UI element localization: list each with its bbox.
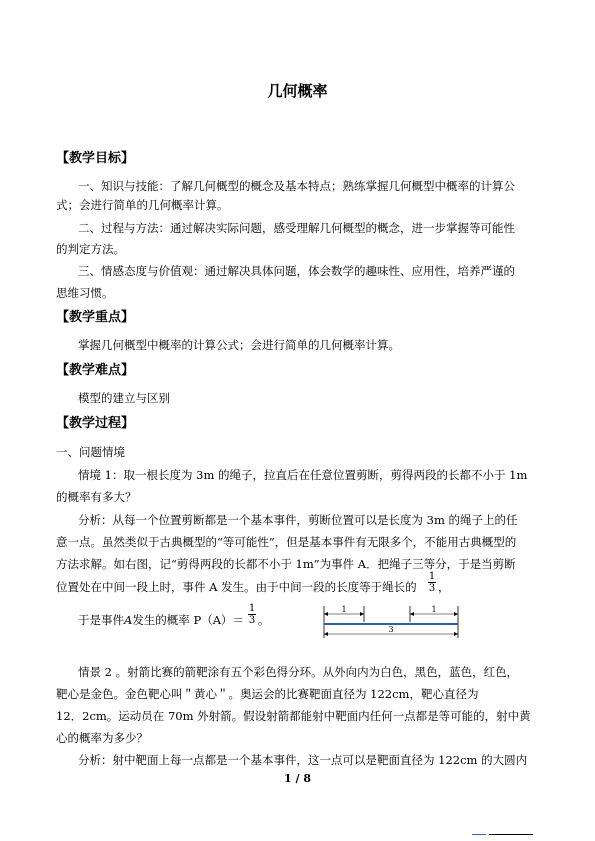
arrow-head xyxy=(454,612,458,616)
arrow-head xyxy=(454,632,458,636)
paragraph-line: 方法求解。如右图，记“剪得两段的长都不小于 1m”为事件 A．把绳子三等分，于是当剪断 xyxy=(56,557,516,571)
segment-label: 1 xyxy=(431,605,437,614)
event-symbol: A xyxy=(124,613,133,627)
fraction-numerator: 1 xyxy=(428,571,436,582)
paragraph-line: 意一点。虽然类似于古典概型的“等可能性”，但是基本事件有无限多个，不能用古典概型的 xyxy=(56,535,517,549)
total-length-label: 3 xyxy=(388,625,394,634)
arrow-head xyxy=(324,612,328,616)
arrow-head xyxy=(324,632,328,636)
rope-diagram xyxy=(318,602,463,644)
section-heading-process: 【教学过程】 xyxy=(56,416,135,431)
paragraph-line: 心的概率为多少？ xyxy=(56,731,148,745)
paragraph-line: 分析：射中靶面上每一点都是一个基本事件，这一点可以是靶面直径为 122cm 的大圆内 xyxy=(78,753,528,767)
page-title: 几何概率 xyxy=(267,82,328,100)
paragraph-line: 12．2cm。运动员在 70m 外射箭。假设射箭都能射中靶面内任何一点都是等可能的，射中黄 xyxy=(56,709,531,723)
section-heading-key-points: 【教学重点】 xyxy=(56,310,135,325)
fraction-denominator: 3 xyxy=(428,583,436,594)
paragraph-line: 掌握几何概型中概率的计算公式；会进行简单的几何概率计算。 xyxy=(78,338,400,352)
fraction-one-third xyxy=(427,571,437,594)
footer-line xyxy=(489,834,533,835)
paragraph-line: 一、问题情境 xyxy=(56,445,125,459)
arrow-head xyxy=(410,612,414,616)
paragraph-line: 分析：从每一个位置剪断都是一个基本事件，剪断位置可以是长度为 3m 的绳子上的任 xyxy=(78,513,518,527)
paragraph-line: 思维习惯。 xyxy=(56,286,114,300)
fraction-numerator: 1 xyxy=(248,603,256,614)
segment-label: 1 xyxy=(341,605,347,614)
paragraph-text: 位置处在中间一段上时，事件 A 发生。由于中间一段的长度等于绳长的 xyxy=(56,580,417,594)
paragraph-text: 发生的概率 P（A）＝ xyxy=(132,613,245,627)
paragraph-line: 一、知识与技能：了解几何概型的概念及基本特点；熟练掌握几何概型中概率的计算公 xyxy=(78,179,515,193)
paragraph-line: 的判定方法。 xyxy=(56,242,125,256)
paragraph-text: 。 xyxy=(258,613,270,627)
paragraph-text: ， xyxy=(438,580,450,594)
fraction-denominator: 3 xyxy=(248,615,256,626)
paragraph-line: 靶心是金色。金色靶心叫＂黄心＂。奥运会的比赛靶面直径为 122cm，靶心直径为 xyxy=(56,687,479,701)
page-number: 1 / 8 xyxy=(284,772,311,785)
paragraph-line: 三、情感态度与价值观：通过解决具体问题，体会数学的趣味性、应用性，培养严谨的 xyxy=(78,264,515,278)
paragraph-line xyxy=(56,579,417,595)
paragraph-line: 情景 2 。射箭比赛的箭靶涂有五个彩色得分环。从外向内为白色，黑色，蓝色，红色， xyxy=(78,665,519,679)
arrow-head xyxy=(360,612,364,616)
paragraph-line: 式；会进行简单的几何概率计算。 xyxy=(56,198,229,212)
section-heading-goals: 【教学目标】 xyxy=(56,151,135,166)
footer-mark xyxy=(472,834,486,835)
paragraph-line: 的概率有多大？ xyxy=(56,490,137,504)
probability-fraction xyxy=(247,603,257,626)
paragraph-line: 模型的建立与区别 xyxy=(78,391,170,405)
section-heading-difficulties: 【教学难点】 xyxy=(56,363,135,378)
paragraph-line xyxy=(78,612,244,628)
paragraph-line: 二、过程与方法：通过解决实际问题，感受理解几何概型的概念，进一步掌握等可能性 xyxy=(78,221,515,235)
paragraph-text: 于是事件 xyxy=(78,613,124,627)
paragraph-line: 情境 1：取一根长度为 3m 的绳子，拉直后在任意位置剪断，剪得两段的长都不小于 1m xyxy=(78,468,528,482)
